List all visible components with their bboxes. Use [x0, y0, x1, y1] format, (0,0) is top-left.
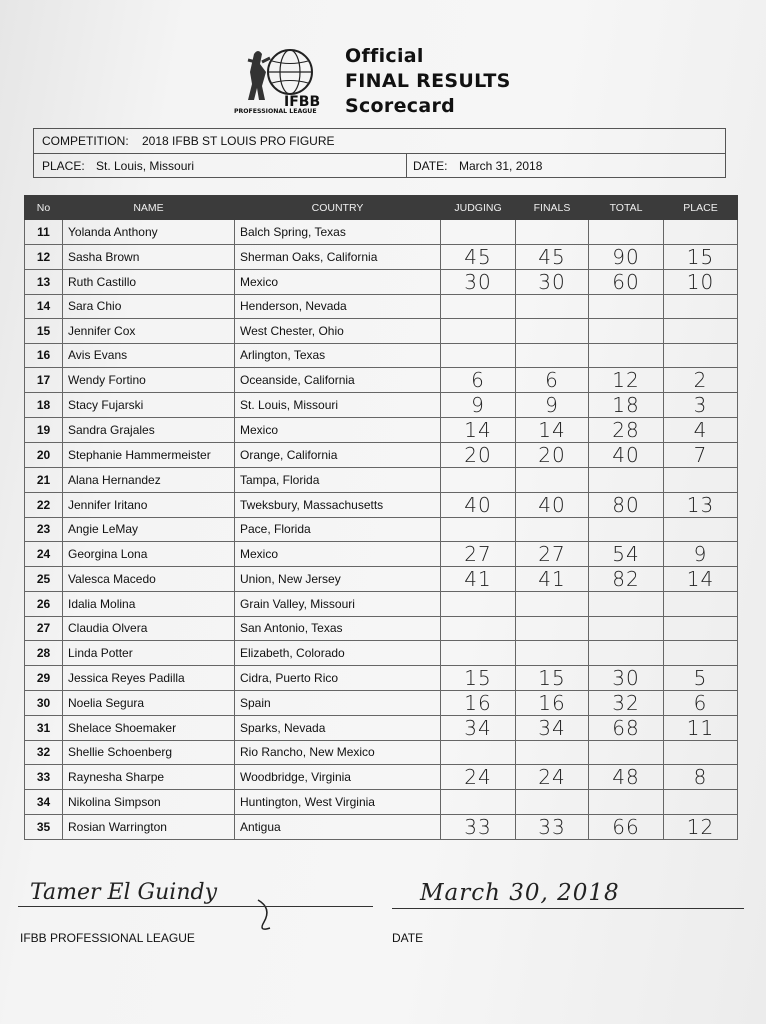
table-row	[25, 443, 738, 468]
athlete-country: Tweksbury, Massachusetts	[235, 492, 441, 517]
total-score: 28	[589, 418, 664, 443]
athlete-number: 17	[25, 368, 63, 393]
athlete-country: Mexico	[235, 269, 441, 294]
total-score: 66	[589, 814, 664, 839]
athlete-name: Stephanie Hammermeister	[63, 443, 235, 468]
final-place	[664, 641, 738, 666]
athlete-country: Sherman Oaks, California	[235, 244, 441, 269]
judging-score	[441, 468, 516, 493]
column-header-country: COUNTRY	[235, 196, 441, 220]
athlete-number: 14	[25, 294, 63, 319]
athlete-name: Noelia Segura	[63, 690, 235, 715]
athlete-country: Pace, Florida	[235, 517, 441, 542]
athlete-name: Sandra Grajales	[63, 418, 235, 443]
judging-score: 30	[441, 269, 516, 294]
competition-label: COMPETITION:	[42, 134, 129, 148]
final-place: 14	[664, 567, 738, 592]
table-row	[25, 319, 738, 344]
athlete-name: Ruth Castillo	[63, 269, 235, 294]
athlete-name: Yolanda Anthony	[63, 220, 235, 245]
athlete-number: 30	[25, 690, 63, 715]
total-score	[589, 592, 664, 617]
finals-score	[516, 517, 589, 542]
athlete-country: Cidra, Puerto Rico	[235, 665, 441, 690]
table-row	[25, 393, 738, 418]
date-line	[392, 908, 744, 909]
finals-score	[516, 592, 589, 617]
athlete-number: 23	[25, 517, 63, 542]
athlete-country: Spain	[235, 690, 441, 715]
athlete-number: 22	[25, 492, 63, 517]
athlete-name: Jennifer Cox	[63, 319, 235, 344]
final-place: 8	[664, 765, 738, 790]
finals-score	[516, 220, 589, 245]
final-place: 3	[664, 393, 738, 418]
athlete-number: 11	[25, 220, 63, 245]
athlete-number: 27	[25, 616, 63, 641]
table-row	[25, 343, 738, 368]
finals-score: 40	[516, 492, 589, 517]
athlete-name: Shelace Shoemaker	[63, 715, 235, 740]
athlete-country: Balch Spring, Texas	[235, 220, 441, 245]
final-place	[664, 616, 738, 641]
final-place	[664, 220, 738, 245]
table-row	[25, 468, 738, 493]
athlete-country: Union, New Jersey	[235, 567, 441, 592]
athlete-country: Huntington, West Virginia	[235, 790, 441, 815]
title-line-2: FINAL RESULTS	[345, 70, 511, 92]
athlete-number: 12	[25, 244, 63, 269]
finals-score: 15	[516, 665, 589, 690]
athlete-name: Linda Potter	[63, 641, 235, 666]
table-row	[25, 368, 738, 393]
table-row	[25, 492, 738, 517]
judging-score: 20	[441, 443, 516, 468]
date-cell	[406, 154, 543, 178]
judging-score: 27	[441, 542, 516, 567]
table-row	[25, 740, 738, 765]
judging-score	[441, 740, 516, 765]
table-row	[25, 715, 738, 740]
athlete-number: 19	[25, 418, 63, 443]
finals-score: 6	[516, 368, 589, 393]
judging-score: 34	[441, 715, 516, 740]
athlete-name: Wendy Fortino	[63, 368, 235, 393]
final-place: 6	[664, 690, 738, 715]
final-place	[664, 343, 738, 368]
handwritten-date: March 30, 2018	[420, 880, 620, 906]
athlete-name: Alana Hernandez	[63, 468, 235, 493]
judging-score: 15	[441, 665, 516, 690]
finals-score: 45	[516, 244, 589, 269]
total-score: 80	[589, 492, 664, 517]
date-label: DATE:	[413, 159, 448, 173]
athlete-country: Henderson, Nevada	[235, 294, 441, 319]
final-place	[664, 517, 738, 542]
finals-score: 34	[516, 715, 589, 740]
athlete-name: Angie LeMay	[63, 517, 235, 542]
athlete-name: Jennifer Iritano	[63, 492, 235, 517]
finals-score	[516, 641, 589, 666]
total-score	[589, 468, 664, 493]
finals-score	[516, 468, 589, 493]
athlete-number: 33	[25, 765, 63, 790]
athlete-country: San Antonio, Texas	[235, 616, 441, 641]
athlete-name: Valesca Macedo	[63, 567, 235, 592]
date-footer-label: DATE	[392, 931, 424, 945]
judge-signature: Tamer El Guindy	[30, 880, 218, 905]
judging-score: 16	[441, 690, 516, 715]
judging-score	[441, 319, 516, 344]
finals-score: 41	[516, 567, 589, 592]
table-row	[25, 220, 738, 245]
athlete-number: 31	[25, 715, 63, 740]
athlete-name: Sara Chio	[63, 294, 235, 319]
judging-score: 9	[441, 393, 516, 418]
athlete-number: 18	[25, 393, 63, 418]
athlete-number: 13	[25, 269, 63, 294]
athlete-country: Tampa, Florida	[235, 468, 441, 493]
results-table	[24, 195, 738, 840]
total-score: 82	[589, 567, 664, 592]
athlete-name: Nikolina Simpson	[63, 790, 235, 815]
total-score	[589, 294, 664, 319]
column-header-place: PLACE	[664, 196, 738, 220]
title-line-3: Scorecard	[345, 95, 456, 117]
athlete-country: Antigua	[235, 814, 441, 839]
athlete-name: Idalia Molina	[63, 592, 235, 617]
judging-score: 41	[441, 567, 516, 592]
svg-text:IFBB: IFBB	[284, 94, 321, 110]
judging-score	[441, 790, 516, 815]
league-label: IFBB PROFESSIONAL LEAGUE	[20, 931, 195, 945]
total-score	[589, 641, 664, 666]
final-place	[664, 592, 738, 617]
final-place: 2	[664, 368, 738, 393]
athlete-number: 34	[25, 790, 63, 815]
table-row	[25, 418, 738, 443]
judging-score	[441, 517, 516, 542]
table-row	[25, 641, 738, 666]
competition-value: 2018 IFBB ST LOUIS PRO FIGURE	[142, 134, 335, 148]
total-score	[589, 616, 664, 641]
table-row	[25, 244, 738, 269]
total-score: 54	[589, 542, 664, 567]
ifbb-logo-icon	[232, 42, 337, 114]
finals-score: 16	[516, 690, 589, 715]
scorecard-title	[345, 44, 511, 119]
judging-score	[441, 220, 516, 245]
total-score: 60	[589, 269, 664, 294]
table-row	[25, 690, 738, 715]
place-label: PLACE:	[42, 159, 85, 173]
final-place: 4	[664, 418, 738, 443]
athlete-country: St. Louis, Missouri	[235, 393, 441, 418]
judging-score: 24	[441, 765, 516, 790]
athlete-number: 20	[25, 443, 63, 468]
total-score: 68	[589, 715, 664, 740]
total-score	[589, 740, 664, 765]
finals-score: 14	[516, 418, 589, 443]
athlete-country: Orange, California	[235, 443, 441, 468]
competition-row	[34, 129, 725, 154]
final-place: 7	[664, 443, 738, 468]
total-score: 40	[589, 443, 664, 468]
athlete-number: 15	[25, 319, 63, 344]
final-place	[664, 790, 738, 815]
final-place: 11	[664, 715, 738, 740]
judging-score: 33	[441, 814, 516, 839]
finals-score	[516, 740, 589, 765]
athlete-number: 35	[25, 814, 63, 839]
finals-score	[516, 319, 589, 344]
final-place: 5	[664, 665, 738, 690]
column-header-judging: JUDGING	[441, 196, 516, 220]
total-score: 32	[589, 690, 664, 715]
table-row	[25, 592, 738, 617]
table-row	[25, 814, 738, 839]
finals-score	[516, 343, 589, 368]
finals-score: 9	[516, 393, 589, 418]
athlete-number: 28	[25, 641, 63, 666]
judging-score	[441, 641, 516, 666]
judging-score: 40	[441, 492, 516, 517]
total-score	[589, 319, 664, 344]
table-row	[25, 542, 738, 567]
table-row	[25, 517, 738, 542]
competition-info-box	[33, 128, 726, 178]
athlete-number: 25	[25, 567, 63, 592]
athlete-country: Mexico	[235, 418, 441, 443]
athlete-name: Avis Evans	[63, 343, 235, 368]
final-place: 10	[664, 269, 738, 294]
athlete-number: 16	[25, 343, 63, 368]
finals-score: 30	[516, 269, 589, 294]
athlete-country: Rio Rancho, New Mexico	[235, 740, 441, 765]
athlete-name: Sasha Brown	[63, 244, 235, 269]
final-place	[664, 468, 738, 493]
final-place	[664, 294, 738, 319]
athlete-number: 24	[25, 542, 63, 567]
finals-score: 33	[516, 814, 589, 839]
total-score: 18	[589, 393, 664, 418]
athlete-number: 32	[25, 740, 63, 765]
athlete-number: 26	[25, 592, 63, 617]
table-row	[25, 616, 738, 641]
athlete-name: Raynesha Sharpe	[63, 765, 235, 790]
final-place: 9	[664, 542, 738, 567]
judging-score	[441, 592, 516, 617]
athlete-name: Jessica Reyes Padilla	[63, 665, 235, 690]
table-row	[25, 765, 738, 790]
judging-score	[441, 616, 516, 641]
final-place	[664, 319, 738, 344]
place-date-row	[34, 154, 725, 178]
svg-text:PROFESSIONAL LEAGUE: PROFESSIONAL LEAGUE	[234, 108, 317, 114]
athlete-country: Woodbridge, Virginia	[235, 765, 441, 790]
title-line-1: Official	[345, 45, 424, 67]
judging-score	[441, 294, 516, 319]
column-header-name: NAME	[63, 196, 235, 220]
final-place: 15	[664, 244, 738, 269]
table-row	[25, 665, 738, 690]
final-place: 12	[664, 814, 738, 839]
total-score: 90	[589, 244, 664, 269]
table-header-row	[25, 196, 738, 220]
date-value: March 31, 2018	[459, 159, 543, 173]
place-value: St. Louis, Missouri	[96, 159, 195, 173]
signature-flourish-icon	[250, 898, 290, 934]
total-score	[589, 790, 664, 815]
athlete-country: Elizabeth, Colorado	[235, 641, 441, 666]
finals-score: 20	[516, 443, 589, 468]
table-row	[25, 269, 738, 294]
athlete-number: 21	[25, 468, 63, 493]
judging-score: 6	[441, 368, 516, 393]
column-header-total: TOTAL	[589, 196, 664, 220]
athlete-country: Mexico	[235, 542, 441, 567]
column-header-finals: FINALS	[516, 196, 589, 220]
column-header-no: No	[25, 196, 63, 220]
athlete-country: West Chester, Ohio	[235, 319, 441, 344]
table-row	[25, 294, 738, 319]
judging-score	[441, 343, 516, 368]
final-place	[664, 740, 738, 765]
athlete-country: Oceanside, California	[235, 368, 441, 393]
athlete-name: Shellie Schoenberg	[63, 740, 235, 765]
total-score: 12	[589, 368, 664, 393]
table-row	[25, 790, 738, 815]
athlete-name: Claudia Olvera	[63, 616, 235, 641]
finals-score: 24	[516, 765, 589, 790]
athlete-country: Sparks, Nevada	[235, 715, 441, 740]
judging-score: 45	[441, 244, 516, 269]
table-row	[25, 567, 738, 592]
judging-score: 14	[441, 418, 516, 443]
signature-line	[18, 906, 373, 907]
total-score: 48	[589, 765, 664, 790]
total-score	[589, 220, 664, 245]
total-score: 30	[589, 665, 664, 690]
athlete-name: Stacy Fujarski	[63, 393, 235, 418]
athlete-number: 29	[25, 665, 63, 690]
final-place: 13	[664, 492, 738, 517]
finals-score	[516, 294, 589, 319]
athlete-country: Grain Valley, Missouri	[235, 592, 441, 617]
athlete-name: Georgina Lona	[63, 542, 235, 567]
finals-score	[516, 790, 589, 815]
athlete-name: Rosian Warrington	[63, 814, 235, 839]
total-score	[589, 517, 664, 542]
athlete-country: Arlington, Texas	[235, 343, 441, 368]
finals-score: 27	[516, 542, 589, 567]
total-score	[589, 343, 664, 368]
finals-score	[516, 616, 589, 641]
